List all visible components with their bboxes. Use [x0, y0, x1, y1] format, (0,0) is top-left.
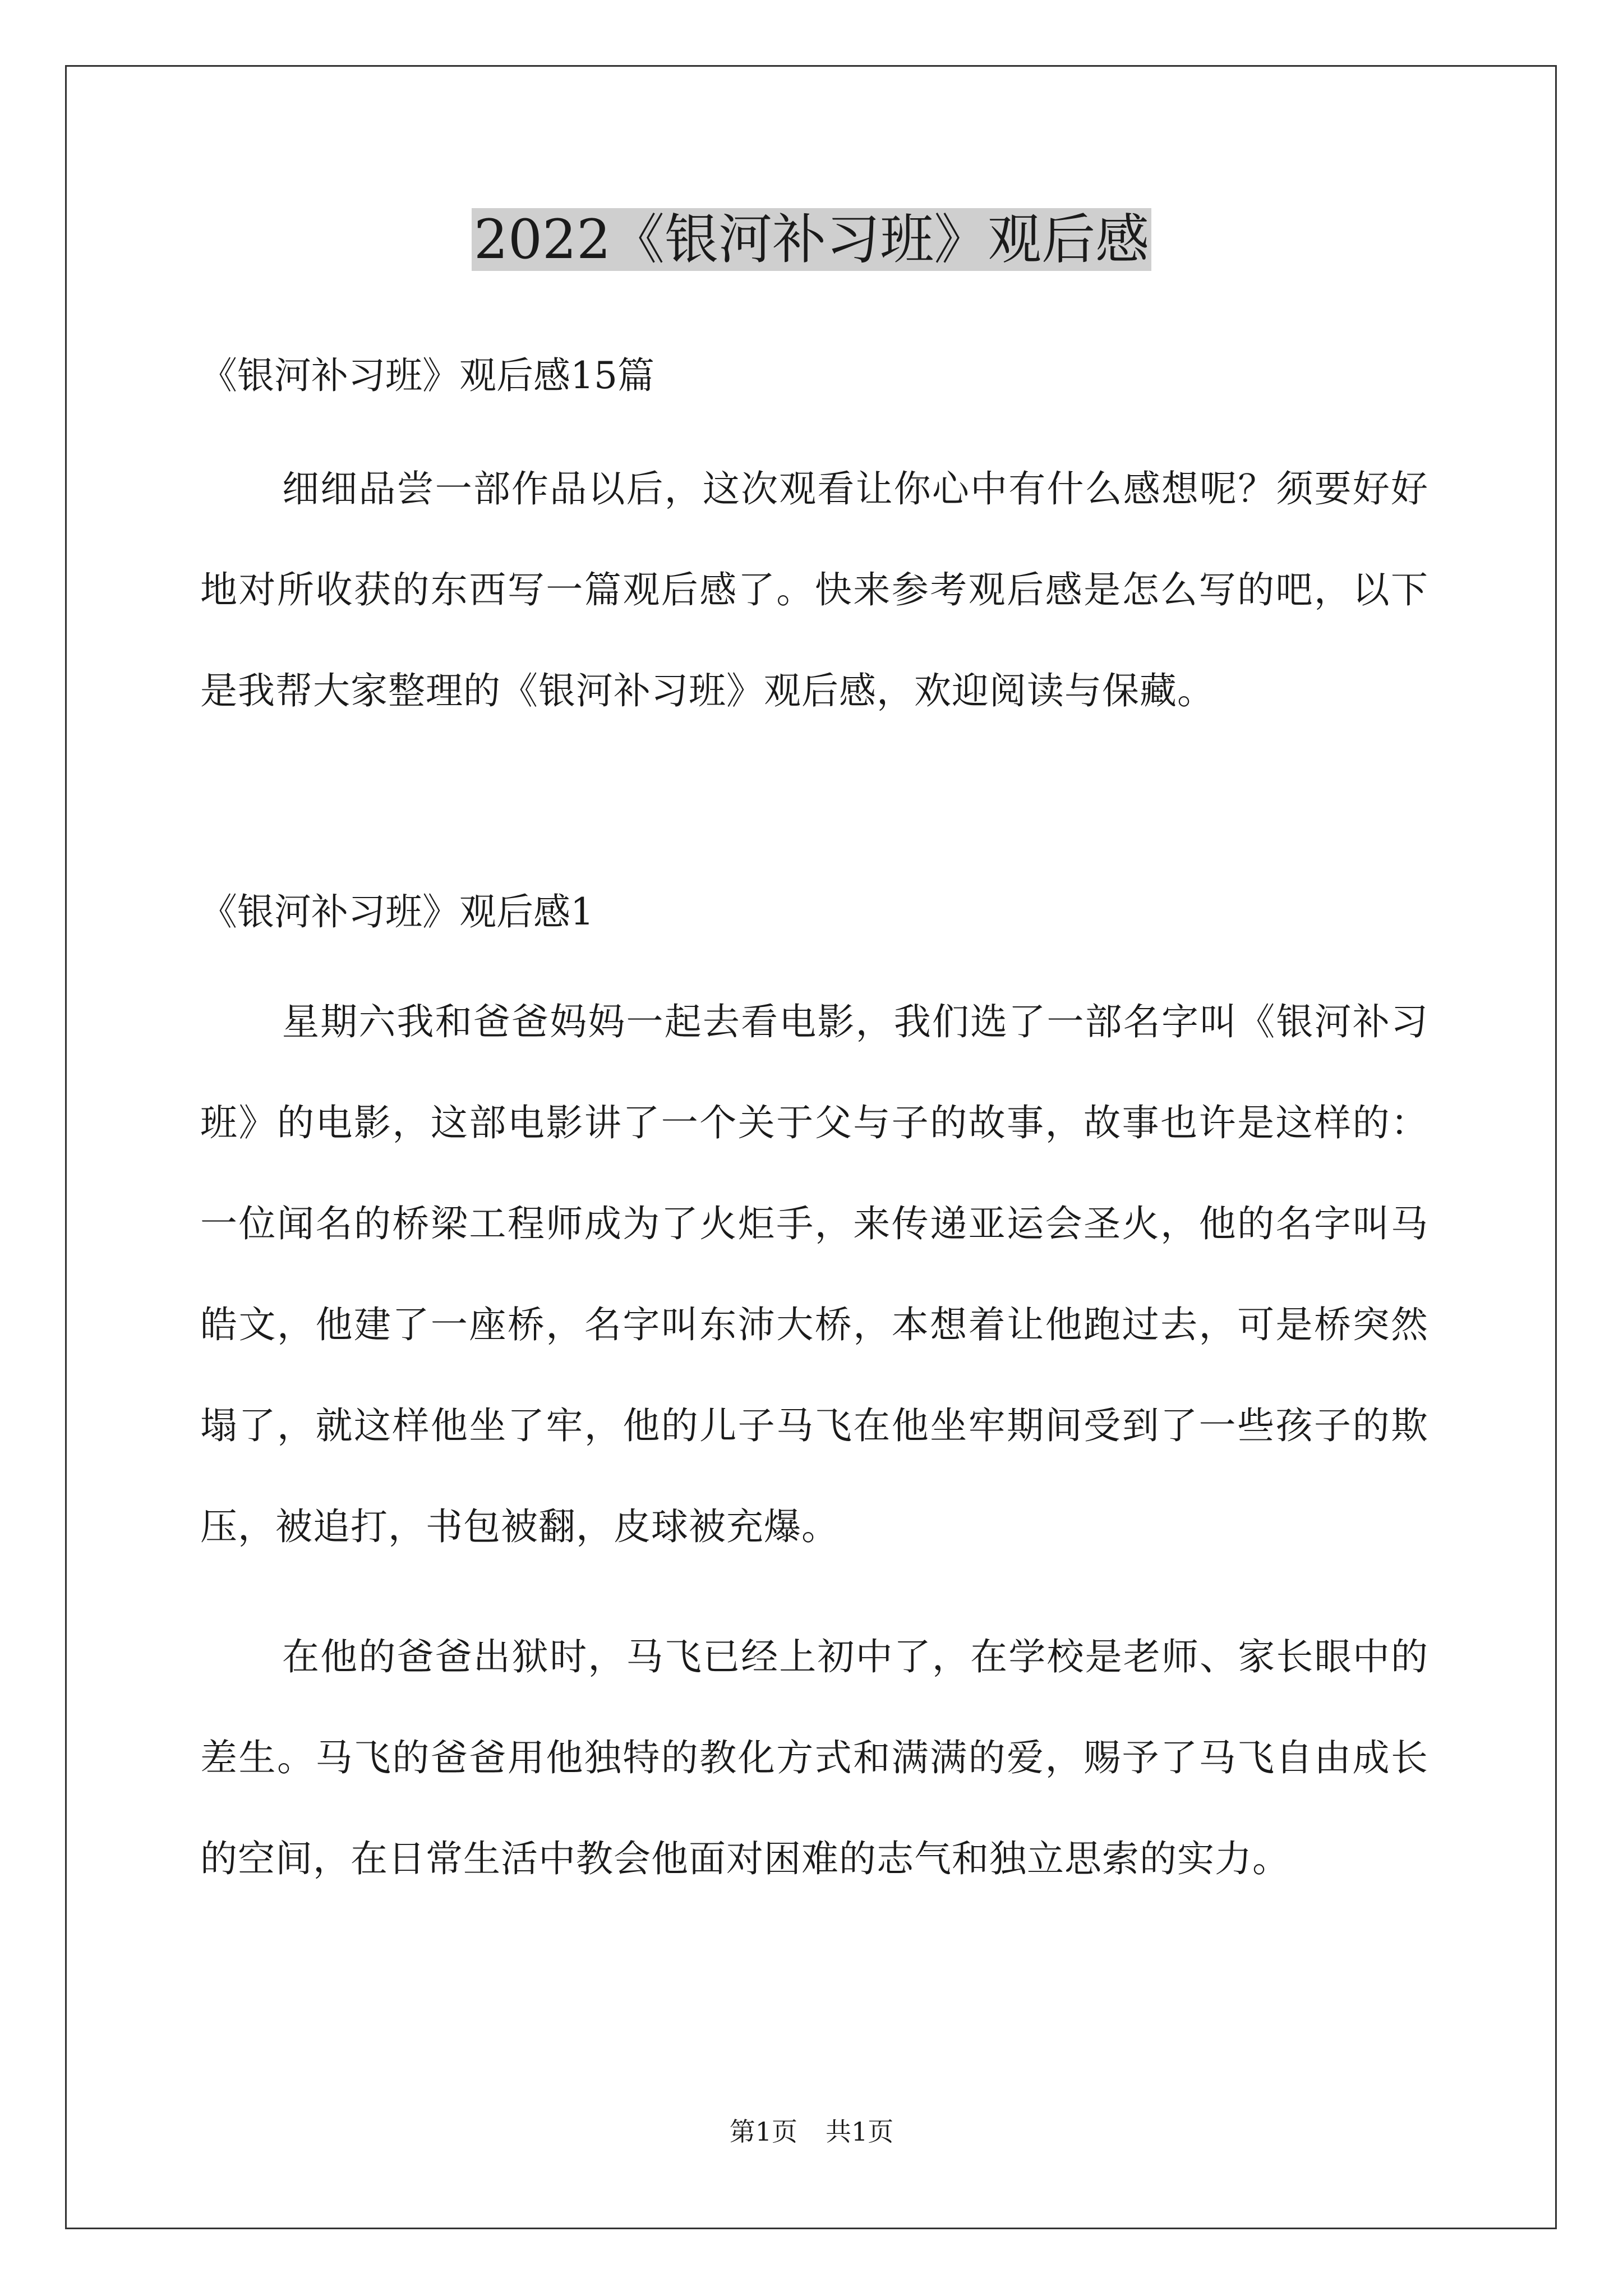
document-title-text: 2022《银河补习班》观后感 [472, 208, 1151, 271]
document-subtitle: 《银河补习班》观后感15篇 [200, 354, 654, 397]
page-number: 第1页 [729, 2116, 797, 2147]
intro-paragraph: 细细品尝一部作品以后，这次观看让你心中有什么感想呢？须要好好地对所收获的东西写一篇观后感了。快来参考观后感是怎么写的吧，以下是我帮大家整理的《银河补习班》观后感，欢迎阅读与保藏。 [200, 467, 1428, 712]
total-pages: 共1页 [826, 2116, 894, 2147]
section-1-paragraph-1: 星期六我和爸爸妈妈一起去看电影，我们选了一部名字叫《银河补习班》的电影，这部电影讲了一个关于父与子的故事，故事也许是这样的：一位闻名的桥梁工程师成为了火炬手，来传递亚运会圣火，他的名字叫马皓文，他建了一座桥，名字叫东沛大桥，本想着让他跑过去，可是桥突然塌了，就这样他坐了牢，他的儿子马飞在他坐牢期间受到了一些孩子的欺压，被追打，书包被翻，皮球被充爆。 [200, 1000, 1428, 1548]
section-1-heading: 《银河补习班》观后感1 [200, 890, 594, 933]
section-1-paragraph-2: 在他的爸爸出狱时，马飞已经上初中了，在学校是老师、家长眼中的差生。马飞的爸爸用他独特的教化方式和满满的爱，赐予了马飞自由成长的空间，在日常生活中教会他面对困难的志气和独立思索的实力。 [200, 1635, 1428, 1880]
page-footer [0, 2115, 1623, 2148]
document-title [0, 203, 1623, 276]
